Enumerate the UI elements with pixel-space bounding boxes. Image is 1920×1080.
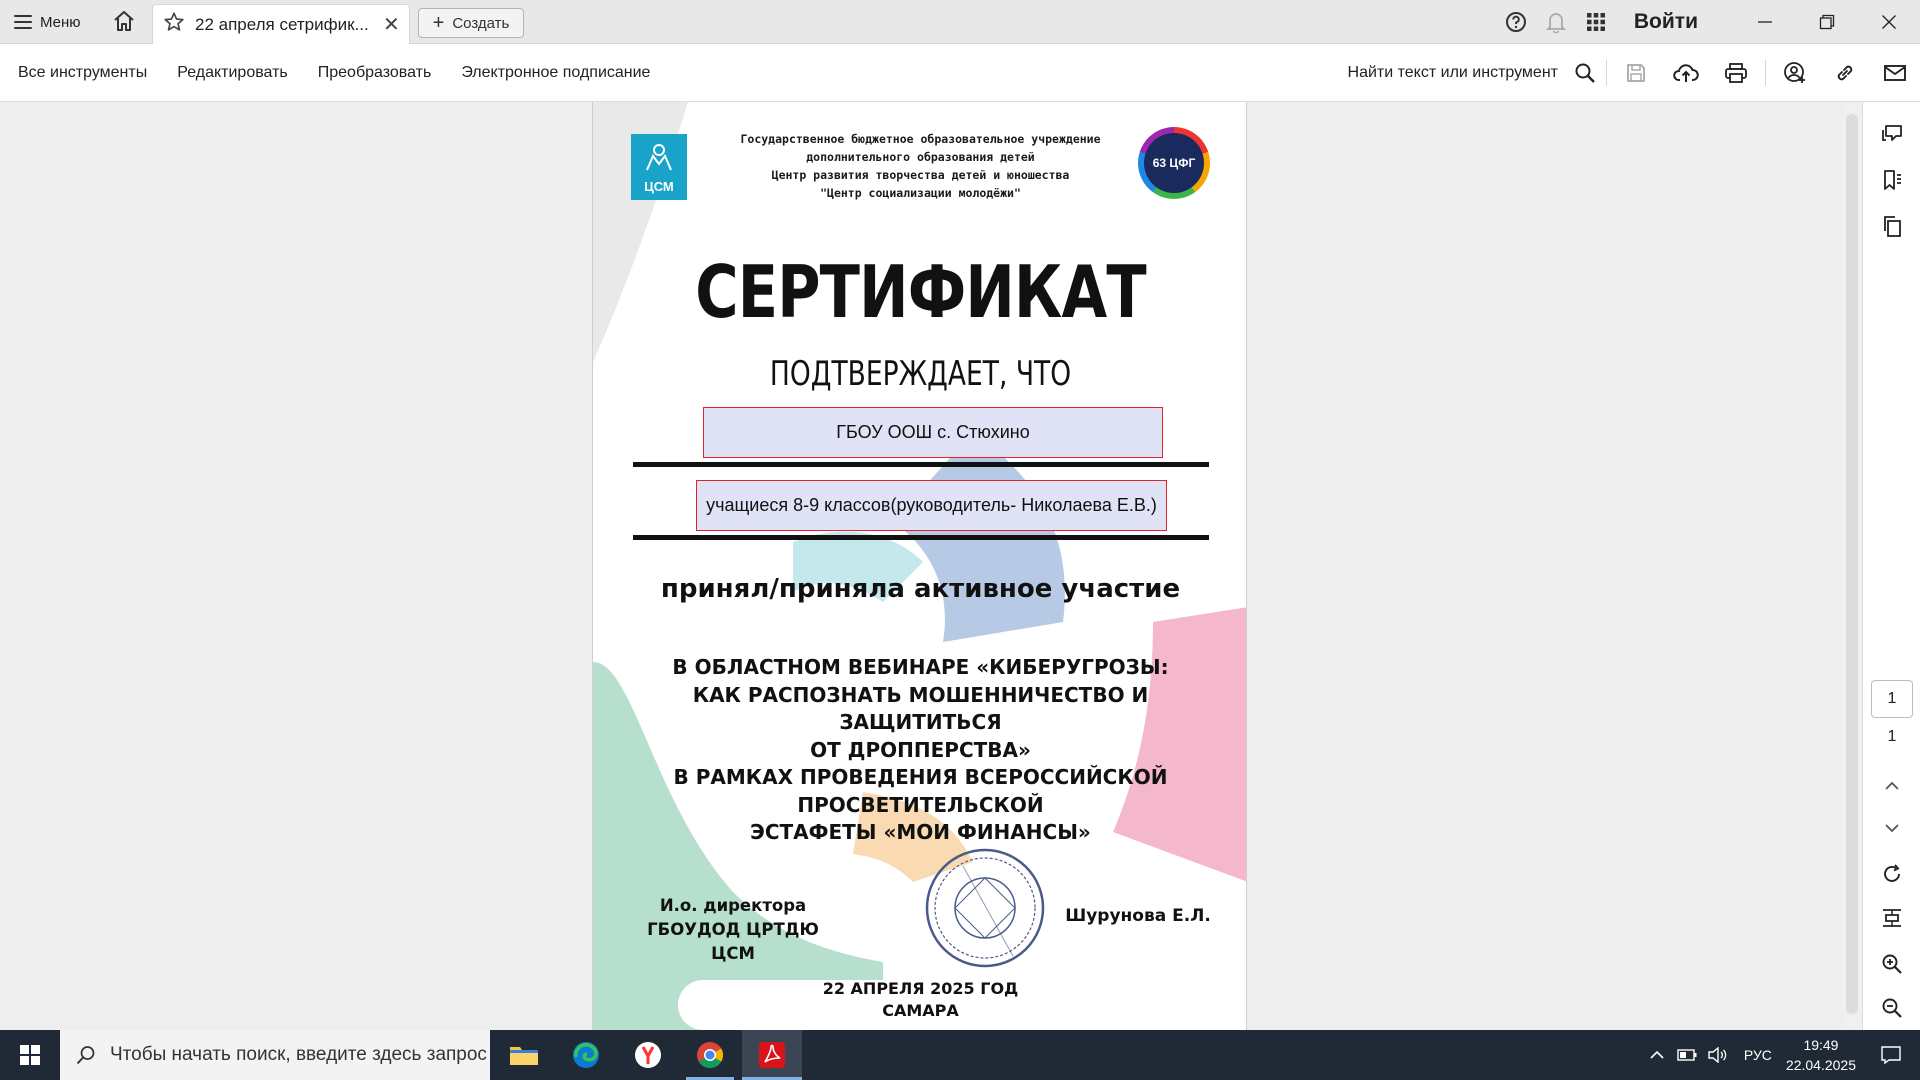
close-icon <box>1881 14 1897 30</box>
chrome-icon <box>695 1040 725 1070</box>
confirms-text: ПОДТВЕРЖДАЕТ, ЧТО <box>769 354 1072 394</box>
director-title <box>633 894 833 966</box>
signer-name: Шурунова Е.Л. <box>1065 906 1211 926</box>
pdf-page[interactable] <box>592 102 1247 1030</box>
search-icon <box>76 1045 96 1065</box>
bell-icon <box>1546 11 1566 33</box>
home-icon <box>112 10 136 32</box>
speaker-icon <box>1707 1047 1727 1063</box>
star-icon[interactable] <box>163 11 185 38</box>
taskbar-search[interactable] <box>60 1030 490 1080</box>
separator <box>1606 60 1607 86</box>
cloud-upload-icon <box>1673 62 1699 84</box>
upload-button[interactable] <box>1661 44 1711 102</box>
rotate-button[interactable] <box>1876 858 1908 890</box>
menu-e-sign[interactable]: Электронное подписание <box>461 64 651 81</box>
yandex-browser-icon <box>633 1040 663 1070</box>
official-stamp <box>923 846 1047 970</box>
taskbar-edge[interactable] <box>556 1030 616 1080</box>
email-button[interactable] <box>1870 44 1920 102</box>
chevron-up-icon <box>1650 1050 1664 1060</box>
plus-icon: + <box>432 12 445 34</box>
show-hidden-icons[interactable] <box>1642 1050 1672 1060</box>
notification-center[interactable] <box>1876 1045 1906 1065</box>
org-line: Центр развития творчества детей и юношества <box>771 168 1070 182</box>
help-icon <box>1505 11 1527 33</box>
search-button[interactable] <box>1568 44 1602 102</box>
title-bar <box>0 0 1920 44</box>
print-icon <box>1724 62 1748 84</box>
participation-text: принял/приняла активное участие <box>660 574 1181 604</box>
document-viewport[interactable] <box>0 102 1842 1030</box>
minimize-icon <box>1757 14 1773 30</box>
cfg-emblem <box>1138 127 1210 199</box>
current-page-input[interactable]: 1 <box>1871 680 1913 718</box>
volume-control[interactable] <box>1702 1047 1732 1063</box>
recipient-field[interactable]: ГБОУ ООШ с. Стюхино <box>703 407 1163 458</box>
minimize-button[interactable] <box>1734 0 1796 44</box>
zoom-out-button[interactable] <box>1876 992 1908 1024</box>
event-line: ОТ ДРОППЕРСТВА» <box>810 737 1031 762</box>
close-window-button[interactable] <box>1858 0 1920 44</box>
taskbar-clock[interactable] <box>1786 1035 1856 1075</box>
underline <box>633 462 1209 467</box>
edge-browser-icon <box>571 1040 601 1070</box>
event-line: ЭСТАФЕТЫ «МОИ ФИНАНСЫ» <box>750 820 1091 844</box>
tools-bar <box>0 44 1920 102</box>
document-tab[interactable] <box>152 4 410 44</box>
zoom-out-icon <box>1881 997 1903 1019</box>
clock-date: 22.04.2025 <box>1785 1057 1856 1073</box>
director-line: И.о. директора <box>659 896 807 915</box>
total-pages: 1 <box>1887 728 1897 745</box>
input-language[interactable]: РУС <box>1743 1047 1772 1063</box>
city-line: САМАРА <box>882 1001 959 1020</box>
create-label: Создать <box>452 14 510 32</box>
battery-status[interactable] <box>1672 1049 1702 1061</box>
menu-label: Меню <box>40 13 81 31</box>
tab-title: 22 апреля сетрифик... <box>195 14 369 34</box>
event-line: В ОБЛАСТНОМ ВЕБИНАРЕ «КИБЕРУГРОЗЫ: <box>672 655 1169 679</box>
acrobat-icon <box>758 1041 786 1069</box>
next-page-button[interactable] <box>1876 812 1908 844</box>
issue-date <box>593 978 1247 1022</box>
org-line: дополнительного образования детей <box>806 150 1035 164</box>
clock-time: 19:49 <box>1803 1037 1839 1053</box>
separator <box>1765 60 1766 86</box>
certificate-title: СЕРТИФИКАТ <box>695 250 1146 334</box>
taskbar-search-placeholder: Чтобы начать поиск, введите здесь запрос <box>110 1044 487 1065</box>
menu-convert[interactable]: Преобразовать <box>317 64 432 81</box>
link-icon <box>1834 62 1856 84</box>
taskbar-chrome[interactable] <box>680 1030 740 1080</box>
date-line: 22 АПРЕЛЯ 2025 ГОД <box>822 979 1019 998</box>
underline <box>633 535 1209 540</box>
vertical-scrollbar[interactable] <box>1842 102 1862 1030</box>
previous-page-button[interactable] <box>1876 770 1908 802</box>
event-line: В РАМКАХ ПРОВЕДЕНИЯ ВСЕРОССИЙСКОЙ <box>673 765 1168 789</box>
org-line: "Центр социализации молодёжи" <box>820 186 1021 200</box>
close-tab-icon[interactable]: ✕ <box>383 14 400 36</box>
scrollbar-thumb[interactable] <box>1846 114 1858 1014</box>
fit-height-icon <box>1880 906 1904 930</box>
share-user-button[interactable] <box>1770 44 1820 102</box>
battery-icon <box>1677 1049 1697 1061</box>
org-line: Государственное бюджетное образовательное учреждение <box>740 132 1101 146</box>
bookmarks-panel-button[interactable] <box>1876 164 1908 196</box>
system-tray <box>1642 1030 1920 1080</box>
fit-page-button[interactable] <box>1876 902 1908 934</box>
chevron-down-icon <box>1884 822 1900 834</box>
rotate-icon <box>1881 863 1903 885</box>
copy-link-button[interactable] <box>1820 44 1870 102</box>
taskbar-yandex[interactable] <box>618 1030 678 1080</box>
create-button[interactable] <box>418 8 524 38</box>
event-description <box>613 654 1228 847</box>
save-icon <box>1625 62 1647 84</box>
home-button[interactable] <box>112 10 138 34</box>
save-button[interactable] <box>1611 44 1661 102</box>
windows-logo-icon <box>19 1044 41 1066</box>
bookmark-icon <box>1880 168 1904 192</box>
participants-field[interactable]: учащиеся 8-9 классов(руководитель- Николаева Е.В.) <box>696 480 1167 531</box>
action-center-icon <box>1880 1045 1902 1065</box>
search-icon <box>1574 62 1596 84</box>
mail-icon <box>1883 63 1907 83</box>
apps-grid-icon <box>1586 12 1606 32</box>
pages-copy-icon <box>1880 214 1904 238</box>
menu-edit[interactable]: Редактировать <box>177 64 288 81</box>
signin-button[interactable]: Войти <box>1633 10 1698 33</box>
chevron-up-icon <box>1884 780 1900 792</box>
windows-taskbar <box>0 1030 1920 1080</box>
restore-button[interactable] <box>1796 0 1858 44</box>
taskbar-file-explorer[interactable] <box>494 1030 554 1080</box>
comments-icon <box>1880 122 1904 146</box>
apps-button[interactable] <box>1576 0 1616 44</box>
taskbar-acrobat[interactable] <box>742 1030 802 1080</box>
add-person-icon <box>1783 61 1807 85</box>
org-logo-text: ЦСМ <box>644 179 674 194</box>
menu-button[interactable] <box>14 10 81 34</box>
pages-panel-button[interactable] <box>1876 210 1908 242</box>
folder-icon <box>509 1043 539 1067</box>
background-decor <box>593 102 1247 1030</box>
print-button[interactable] <box>1711 44 1761 102</box>
help-button[interactable] <box>1496 0 1536 44</box>
event-line: ПРОСВЕТИТЕЛЬСКОЙ <box>797 792 1044 817</box>
zoom-in-icon <box>1881 953 1903 975</box>
start-button[interactable] <box>0 1030 60 1080</box>
find-tool-label[interactable]: Найти текст или инструмент <box>1347 64 1558 81</box>
event-line: КАК РАСПОЗНАТЬ МОШЕННИЧЕСТВО И ЗАЩИТИТЬСЯ <box>692 682 1149 734</box>
director-line: ГБОУДОД ЦРТДЮ ЦСМ <box>647 920 819 963</box>
organization-header <box>713 130 1128 202</box>
zoom-in-button[interactable] <box>1876 948 1908 980</box>
notifications-button[interactable] <box>1536 0 1576 44</box>
restore-icon <box>1819 14 1835 30</box>
cfg-emblem-text: 63 ЦФГ <box>1152 156 1196 170</box>
right-rail <box>1862 102 1920 1030</box>
org-logo <box>631 134 687 200</box>
menu-all-tools[interactable]: Все инструменты <box>18 64 148 81</box>
hamburger-icon <box>14 15 32 29</box>
comments-panel-button[interactable] <box>1876 118 1908 150</box>
